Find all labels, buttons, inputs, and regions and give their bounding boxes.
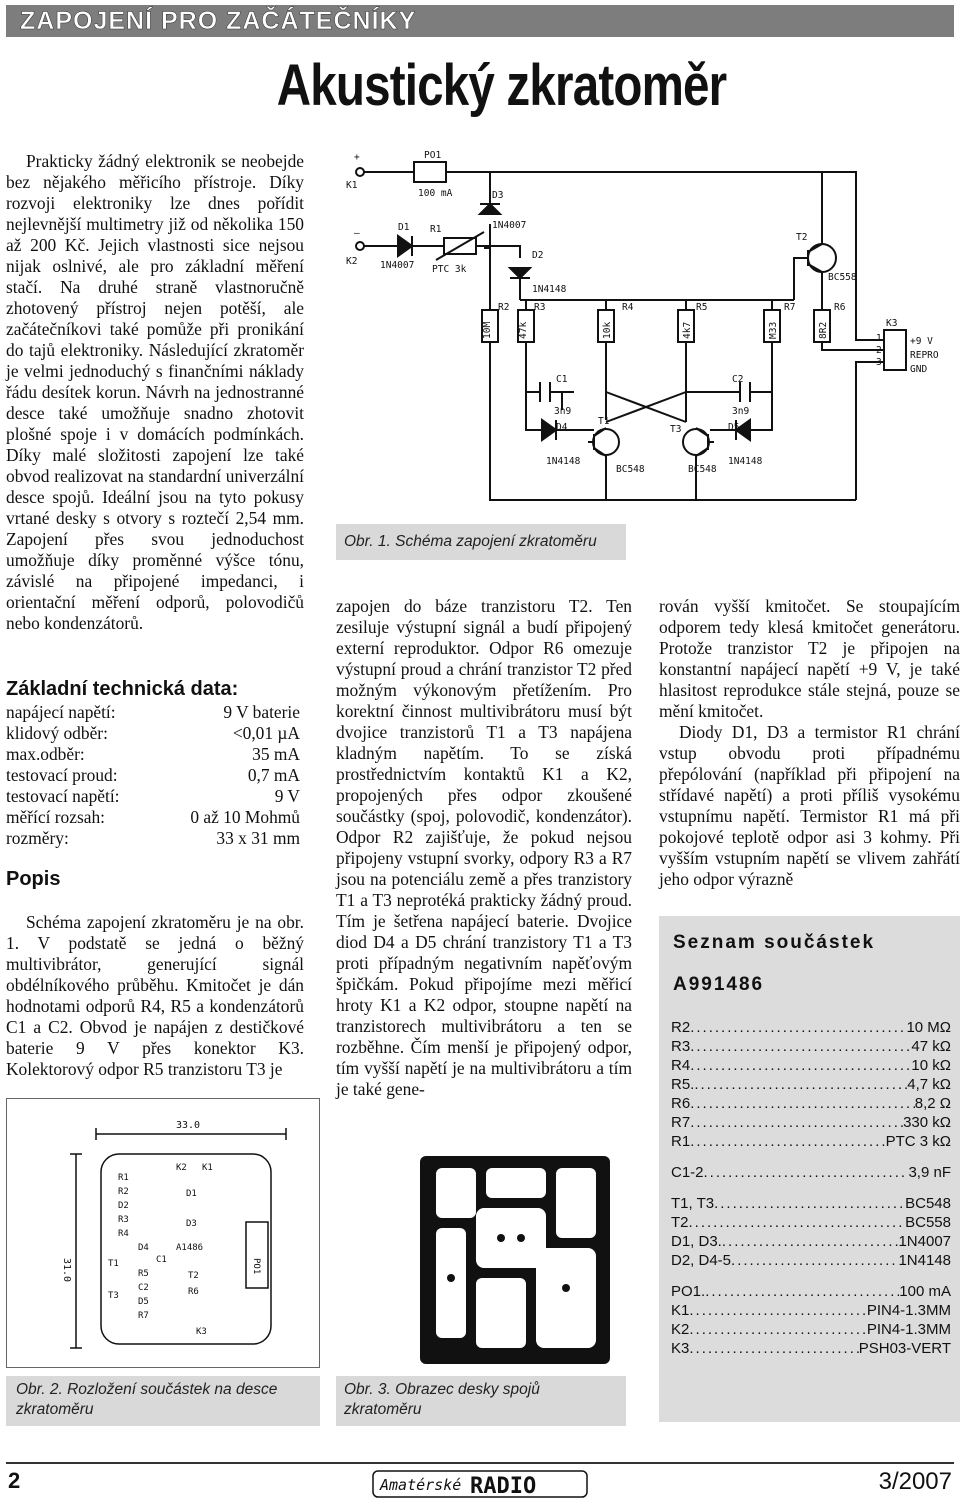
c1-label: C1 xyxy=(556,374,568,385)
spec-row xyxy=(6,723,300,744)
k3-pin2-number: 2 xyxy=(876,345,882,356)
r2-label: R2 xyxy=(498,302,510,313)
part-value: 10 MΩ xyxy=(906,1019,951,1036)
pcb-part-label: R2 xyxy=(118,1187,129,1197)
r5-label: R5 xyxy=(696,302,708,313)
pcb-part-label: K2 xyxy=(176,1163,187,1173)
part-value: BC558 xyxy=(905,1214,951,1231)
spec-row xyxy=(6,744,300,765)
t1-value: BC548 xyxy=(616,464,645,475)
r6-label: R6 xyxy=(834,302,846,313)
d4-label: D4 xyxy=(556,422,568,433)
parts-row xyxy=(671,1301,951,1320)
parts-list xyxy=(671,1018,951,1358)
part-leader-dots xyxy=(694,1075,907,1094)
r2-value: 10M xyxy=(482,321,493,339)
parts-row xyxy=(671,1251,951,1270)
spec-value: 9 V xyxy=(274,786,300,806)
part-leader-dots xyxy=(689,1301,866,1320)
column-2-paragraph: zapojen do báze tranzistoru T2. Ten zesiluje výstupní signál a budí připojený externí reproduktor. Odpor R6 omezuje výstupní proud a chrání tranzistor T2 před možným výkonovým přetížením. Pro korektní činnost multivibrátoru musí být dvojice tranzistorů T1 a T3 napájena kladným napětím. To se získá prostřednictvím kontaktů K1 a K2, propojených přes odpor zkoušené součástky (spoj, polovodič, kondenzátor). Odpor R2 zajišťuje, že pokud nejsou připojeny vstupní svorky, odpory R3 a R7 jsou na potenciálu země a přes tranzistory T1 a T3 neprotéká prakticky žádný proud. Tím je šetřena napájecí baterie. Dvojice diod D4 a D5 chrání tranzistory T1 a T3 proti případným negativním napěťovým špičkám. Pokud připojíme mezi měřicí hroty K1 a K2 odpor, stoupne napětí na tranzistorech multivibrátoru a ten se rozběhne. Čím menší je připojený odpor, tím vyšší napětí je na multivibrátoru a tím je také gene- xyxy=(336,596,632,1099)
intro-column xyxy=(6,151,304,634)
pcb-part-label: R4 xyxy=(118,1229,129,1239)
pcb-part-label: C2 xyxy=(138,1283,149,1293)
column-2 xyxy=(336,596,632,1100)
spec-label: měřící rozsah: xyxy=(6,807,105,827)
parts-list-box xyxy=(659,916,960,1422)
fig2-caption: Obr. 2. Rozložení součástek na desce zkratoměru xyxy=(16,1381,278,1418)
part-value: 4,7 kΩ xyxy=(907,1076,951,1093)
part-leader-dots xyxy=(690,1018,906,1037)
t3-label: T3 xyxy=(670,424,682,435)
d4-value: 1N4148 xyxy=(546,456,581,467)
section-banner xyxy=(6,5,954,37)
k2-label: K2 xyxy=(346,256,358,267)
part-name: K1 xyxy=(671,1302,690,1319)
k3-pin1-number: 1 xyxy=(876,333,882,344)
spec-value: 0 až 10 Mohmů xyxy=(190,807,300,827)
part-name: D1, D3. xyxy=(671,1233,722,1250)
r7-label: R7 xyxy=(784,302,796,313)
part-value: PIN4-1.3MM xyxy=(866,1302,951,1319)
t3-value: BC548 xyxy=(688,464,717,475)
pcb-part-label: T2 xyxy=(188,1271,199,1281)
pcb-part-label: K1 xyxy=(202,1163,213,1173)
pcb-part-label: A1486 xyxy=(176,1243,204,1253)
part-value: 3,9 nF xyxy=(908,1164,951,1181)
schematic-diagram xyxy=(336,140,956,535)
part-value: 330 kΩ xyxy=(903,1114,951,1131)
footer-rule xyxy=(6,1462,954,1464)
spec-row xyxy=(6,828,300,849)
pcb-part-label: D3 xyxy=(186,1219,197,1229)
pcb-height-dimension: 31.0 xyxy=(61,1258,72,1283)
po1-label: PO1 xyxy=(424,150,442,161)
spec-value: <0,01 µA xyxy=(232,723,300,743)
k3-pin2-label: REPRO xyxy=(910,350,939,361)
parts-row xyxy=(671,1056,951,1075)
fig3-caption: Obr. 3. Obrazec desky spojů zkratoměru xyxy=(344,1381,540,1418)
article-title: Akustický zkratoměr xyxy=(276,53,726,118)
part-name: R7 xyxy=(671,1114,691,1131)
svg-text:Amatérské: Amatérské xyxy=(380,1476,462,1494)
part-name: R1 xyxy=(671,1133,691,1150)
d5-label: D5 xyxy=(728,422,740,433)
specs-table xyxy=(6,702,300,849)
part-value: 10 kΩ xyxy=(911,1057,951,1074)
part-leader-dots xyxy=(690,1094,915,1113)
d2-value: 1N4148 xyxy=(532,284,567,295)
column-3-paragraph-1: rován vyšší kmitočet. Se stoupajícím odporem tedy klesá kmitočet generátoru. Protože tranzistor T2 je připojen na konstantní napájecí napětí +9 V, je také hlasitost reprodukce stále stejná, pouze se mění kmitočet. xyxy=(659,596,960,721)
d3-label: D3 xyxy=(492,190,504,201)
pcb-part-label: R1 xyxy=(118,1173,129,1183)
k1-plus: + xyxy=(354,152,360,163)
r3-label: R3 xyxy=(534,302,546,313)
intro-paragraph: Prakticky žádný elektronik se neobejde bez nějakého měřicího přístroje. Díky rozvoji elektroniky lze dnes pořídit nejlevnější multimetry již od několika 150 až 200 Kč. Jejich vlastnosti sice nejsou nijak oslnivé, ale pro základní měření stačí. Na druhé straně vlastnoručně zhotovený přístroj nejen potěší, ale začátečníkovi také pomůže při pronikání do tajů elektroniky. Následující zkratoměr je velmi jednoduchý s finančními náklady řádu desítek korun. Návrh na jednostranné desce také umožňuje snadno zhotovit plošné spoje i v domácích podmínkách. Díky malé složitosti zapojení lze také obvod realizovat na standardní univerzální desce spojů. Ideální jsou na tyto pokusy vrtané desky s otvory s roztečí 2,54 mm. Zapojení přes svou jednoduchost umožňuje díky proměnné výšce tónu, závislé na připojené impedanci, i orientační měření odporů, polovodičů nebo kondenzátorů. xyxy=(6,151,304,633)
t2-value: BC558 xyxy=(828,272,857,283)
r3-value: 47k xyxy=(518,321,529,339)
parts-group-gap xyxy=(671,1182,951,1194)
parts-row xyxy=(671,1075,951,1094)
d1-value: 1N4007 xyxy=(380,260,415,271)
part-leader-dots xyxy=(704,1163,909,1182)
t2-label: T2 xyxy=(796,232,808,243)
pcb-part-label: D1 xyxy=(186,1189,197,1199)
part-leader-dots xyxy=(690,1037,911,1056)
popis-column xyxy=(6,912,304,1080)
d5-value: 1N4148 xyxy=(728,456,763,467)
part-value: 47 kΩ xyxy=(911,1038,951,1055)
parts-row xyxy=(671,1320,951,1339)
spec-label: rozměry: xyxy=(6,828,69,848)
pcb-part-label: D4 xyxy=(138,1243,149,1253)
k3-pin3-label: GND xyxy=(910,364,928,375)
spec-row xyxy=(6,765,300,786)
spec-label: testovací napětí: xyxy=(6,786,120,806)
parts-row xyxy=(671,1094,951,1113)
t1-label: T1 xyxy=(598,416,610,427)
popis-heading: Popis xyxy=(6,868,61,890)
parts-row xyxy=(671,1194,951,1213)
parts-row xyxy=(671,1018,951,1037)
k3-pin1-label: +9 V xyxy=(910,336,933,347)
part-leader-dots xyxy=(689,1339,858,1358)
part-value: BC548 xyxy=(905,1195,951,1212)
parts-group-gap xyxy=(671,1270,951,1282)
spec-label: max.odběr: xyxy=(6,744,85,764)
r6-value: 8R2 xyxy=(818,321,829,339)
pcb-part-label: R6 xyxy=(188,1287,199,1297)
part-value: 8,2 Ω xyxy=(914,1095,951,1112)
part-leader-dots xyxy=(690,1056,911,1075)
part-name: T2 xyxy=(671,1214,689,1231)
section-banner-text: ZAPOJENÍ PRO ZAČÁTEČNÍKY xyxy=(20,7,417,35)
pcb-part-label: T1 xyxy=(108,1259,119,1269)
page-number: 2 xyxy=(8,1468,21,1493)
spec-value: 9 V baterie xyxy=(223,702,300,722)
issue-number: 3/2007 xyxy=(878,1468,952,1495)
parts-row xyxy=(671,1339,951,1358)
pcb-width-dimension: 33.0 xyxy=(176,1120,201,1131)
pcb-part-label: R5 xyxy=(138,1269,149,1279)
part-name: R5. xyxy=(671,1076,695,1093)
magazine-logo xyxy=(372,1468,588,1500)
po1-value: 100 mA xyxy=(418,188,453,199)
part-value: 100 mA xyxy=(899,1283,951,1300)
part-name: R6 xyxy=(671,1095,691,1112)
r4-label: R4 xyxy=(622,302,634,313)
r4-value: 10k xyxy=(602,321,613,339)
k2-minus: – xyxy=(354,228,360,239)
svg-text:RADIO: RADIO xyxy=(470,1474,537,1499)
popis-paragraph: Schéma zapojení zkratoměru je na obr. 1. V podstatě se jedná o běžný multivibrátor, generující signál obdélníkového průběhu. Kmitočet je dán hodnotami odporů R4, R5 a kondenzátorů C1 a C2. Obvod je napájen z destičkové baterie 9 V přes konektor K3. Kolektorový odpor R5 tranzistoru T3 je xyxy=(6,912,304,1079)
part-leader-dots xyxy=(690,1132,885,1151)
spec-value: 35 mA xyxy=(252,744,300,764)
k3-label: K3 xyxy=(886,318,898,329)
part-name: R4 xyxy=(671,1057,691,1074)
part-leader-dots xyxy=(689,1213,906,1232)
pcb-layout-figure xyxy=(6,1098,320,1368)
pcb-part-label: PO1 xyxy=(251,1258,261,1275)
part-value: 1N4148 xyxy=(898,1252,951,1269)
pcb-part-label: D2 xyxy=(118,1201,129,1211)
r5-value: 4k7 xyxy=(682,321,693,339)
pcb-part-label: D5 xyxy=(138,1297,149,1307)
parts-row xyxy=(671,1232,951,1251)
c1-value: 3n9 xyxy=(554,406,572,417)
r1-value: PTC 3k xyxy=(432,264,467,275)
c2-value: 3n9 xyxy=(732,406,750,417)
spec-label: napájecí napětí: xyxy=(6,702,116,722)
part-leader-dots xyxy=(714,1194,905,1213)
d1-label: D1 xyxy=(398,222,410,233)
part-name: R2 xyxy=(671,1019,691,1036)
k1-label: K1 xyxy=(346,180,358,191)
pcb-part-label: R7 xyxy=(138,1311,149,1321)
popis-heading-wrap xyxy=(6,868,60,891)
part-leader-dots xyxy=(689,1320,866,1339)
column-3 xyxy=(659,596,960,890)
column-3-paragraph-2: Diody D1, D3 a termistor R1 chrání vstup obvodu proti případnému přepólování (například při připojení na střídavé napětí) a proti příliš vysokému vstupnímu napětí. Termistor R1 má při pokojové teplotě odpor asi 3 kohmy. Při vyšším vstupním napětí se vlivem zahřátí jeho odpor výrazně xyxy=(659,722,960,889)
r1-label: R1 xyxy=(430,224,442,235)
part-leader-dots xyxy=(722,1232,899,1251)
pcb-copper-code: A1486B xyxy=(505,1295,515,1328)
part-name: PO1. xyxy=(671,1283,706,1300)
d3-value: 1N4007 xyxy=(492,220,527,231)
part-name: K2 xyxy=(671,1321,690,1338)
part-name: C1-2 xyxy=(671,1164,704,1181)
spec-row xyxy=(6,807,300,828)
spec-label: testovací proud: xyxy=(6,765,118,785)
spec-row xyxy=(6,786,300,807)
part-name: D2, D4-5 xyxy=(671,1252,732,1269)
pcb-part-label: K3 xyxy=(196,1327,207,1337)
spec-value: 33 x 31 mm xyxy=(216,828,300,848)
part-leader-dots xyxy=(705,1282,899,1301)
parts-row xyxy=(671,1113,951,1132)
parts-group-gap xyxy=(671,1151,951,1163)
r7-value: M33 xyxy=(768,321,779,339)
pcb-copper-figure xyxy=(336,1128,636,1368)
part-leader-dots xyxy=(690,1113,903,1132)
specs-heading-wrap xyxy=(6,678,306,701)
pcb-part-label: C1 xyxy=(156,1255,167,1265)
k3-pin3-number: 3 xyxy=(876,357,882,368)
c2-label: C2 xyxy=(732,374,744,385)
part-value: PTC 3 kΩ xyxy=(885,1133,951,1150)
part-value: PSH03-VERT xyxy=(858,1340,951,1357)
fig1-caption: Obr. 1. Schéma zapojení zkratoměru xyxy=(344,533,597,550)
pcb-part-label: T3 xyxy=(108,1291,119,1301)
part-leader-dots xyxy=(731,1251,898,1270)
spec-value: 0,7 mA xyxy=(247,765,300,785)
spec-row xyxy=(6,702,300,723)
part-value: 1N4007 xyxy=(898,1233,951,1250)
parts-row xyxy=(671,1213,951,1232)
d2-label: D2 xyxy=(532,250,544,261)
parts-row xyxy=(671,1163,951,1182)
part-name: T1, T3 xyxy=(671,1195,715,1212)
part-name: K3 xyxy=(671,1340,690,1357)
spec-label: klidový odběr: xyxy=(6,723,108,743)
specs-heading: Základní technická data: xyxy=(6,678,239,700)
part-name: R3 xyxy=(671,1038,691,1055)
pcb-part-label: R3 xyxy=(118,1215,129,1225)
parts-list-code: A991486 xyxy=(673,974,765,995)
parts-row xyxy=(671,1132,951,1151)
parts-row xyxy=(671,1037,951,1056)
parts-list-title: Seznam součástek xyxy=(673,932,876,953)
part-value: PIN4-1.3MM xyxy=(866,1321,951,1338)
parts-row xyxy=(671,1282,951,1301)
